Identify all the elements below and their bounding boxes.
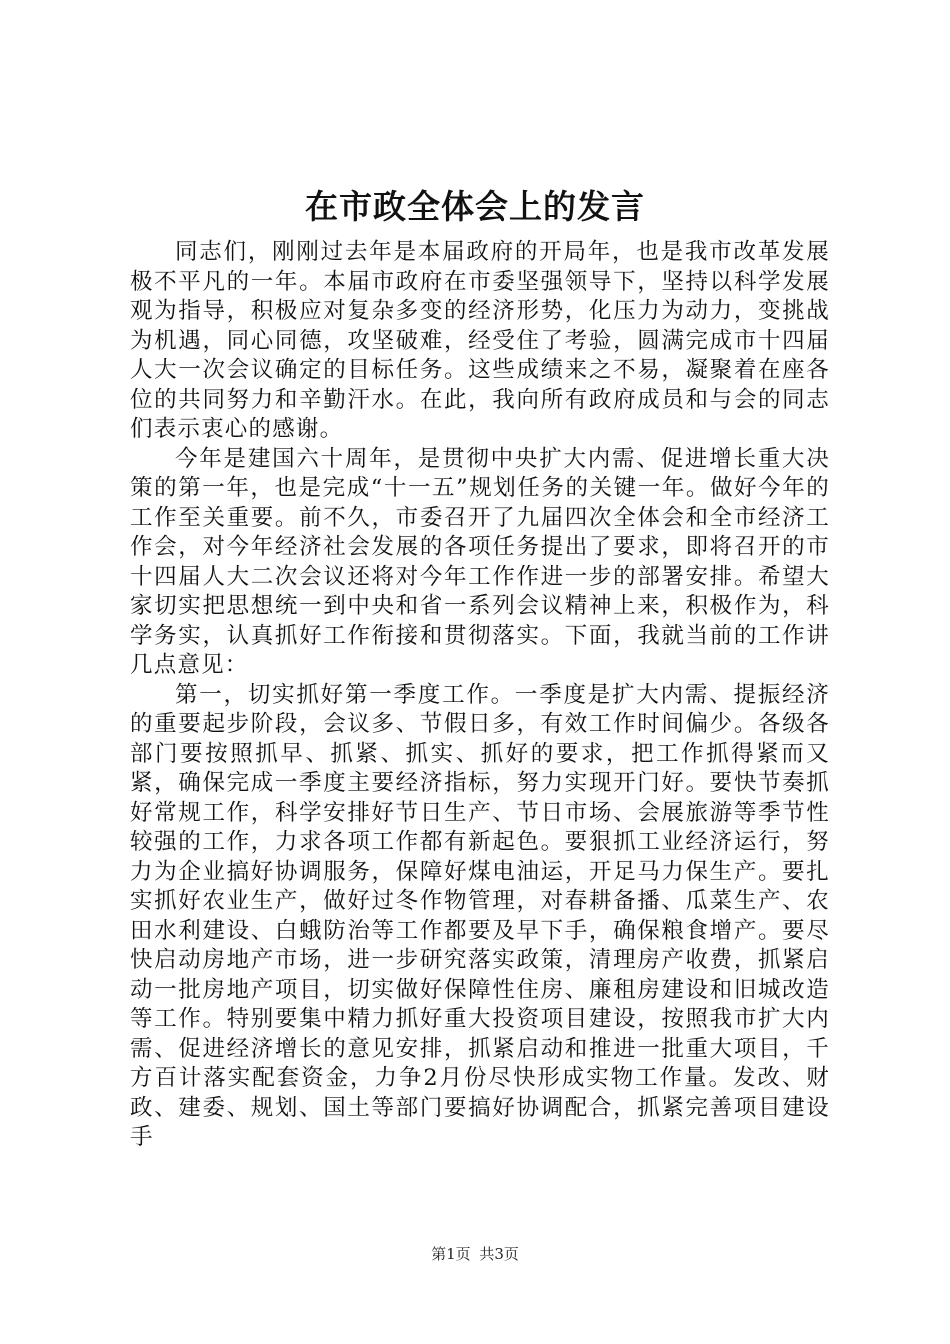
page-total: 共3页 [479, 1245, 519, 1263]
document-body [130, 238, 830, 1153]
page-number: 第1页 [431, 1245, 471, 1263]
page-footer [0, 1244, 950, 1264]
paragraph-1: 同志们，刚刚过去年是本届政府的开局年，也是我市改革发展极不平凡的一年。本届市政府在市委坚强领导下，坚持以科学发展观为指导，积极应对复杂多变的经济形势，化压力为动力，变挑战为机遇，同心同德，攻坚破难，经受住了考验，圆满完成市十四届人大一次会议确定的目标任务。这些成绩来之不易，凝聚着在座各位的共同努力和辛勤汗水。在此，我向所有政府成员和与会的同志们表示衷心的感谢。 [130, 239, 830, 442]
document-title: 在市政全体会上的发言 [305, 187, 645, 226]
paragraph-3: 第一，切实抓好第一季度工作。一季度是扩大内需、提振经济的重要起步阶段，会议多、节假日多，有效工作时间偏少。各级各部门要按照抓早、抓紧、抓实、抓好的要求，把工作抓得紧而又紧，确保完成一季度主要经济指标，努力实现开门好。要快节奏抓好常规工作，科学安排好节日生产、节日市场、会展旅游等季节性较强的工作，力求各项工作都有新起色。要狠抓工业经济运行，努力为企业搞好协调服务，保障好煤电油运，开足马力保生产。要扎实抓好农业生产，做好过冬作物管理，对春耕备播、瓜菜生产、农田水利建设、白蛾防治等工作都要及早下手，确保粮食增产。要尽快启动房地产市场，进一步研究落实政策，清理房产收费，抓紧启动一批房地产项目，切实做好保障性住房、廉租房建设和旧城改造等工作。特别要集中精力抓好重大投资项目建设，按照我市扩大内需、促进经济增长的意见安排，抓紧启动和推进一批重大项目，千方百计落实配套资金，力争2月份尽快形成实物工作量。发改、财政、建委、规划、国土等部门要搞好协调配合，抓紧完善项目建设手 [130, 681, 830, 1150]
paragraph-2: 今年是建国六十周年，是贯彻中央扩大内需、促进增长重大决策的第一年，也是完成“十一五”规划任务的关键一年。做好今年的工作至关重要。前不久，市委召开了九届四次全体会和全市经济工作会，对今年经济社会发展的各项任务提出了要求，即将召开的市十四届人大二次会议还将对今年工作作进一步的部署安排。希望大家切实把思想统一到中央和省一系列会议精神上来，积极作为，科学务实，认真抓好工作衔接和贯彻落实。下面，我就当前的工作讲几点意见： [130, 445, 830, 678]
